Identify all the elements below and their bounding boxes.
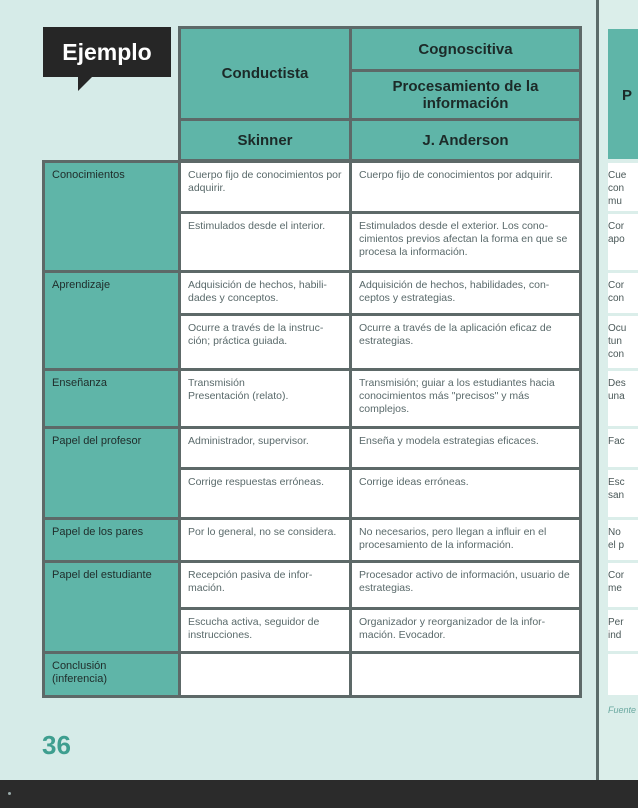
header-conductista: Conductista (181, 29, 349, 118)
ejemplo-badge: Ejemplo (43, 27, 171, 77)
right-page-fragment: Fac (608, 436, 625, 447)
header-cognoscitiva: Cognoscitiva (352, 29, 579, 69)
row-label-papel-pares: Papel de los pares (45, 520, 178, 560)
right-page-fragment: Per ind (608, 617, 624, 641)
row-label-ensenanza: Enseñanza (45, 371, 178, 426)
cell-anderson: Procesador activo de información, usuario de estrategias. (352, 563, 579, 607)
cell-anderson: No necesarios, pero llegan a influir en el procesamiento de la información. (352, 520, 579, 560)
cell-skinner: Estimulados desde el interior. (181, 214, 349, 270)
cell-skinner: Recepción pasiva de infor-mación. (181, 563, 349, 607)
right-page-fragment: Cue con mu (608, 170, 627, 207)
right-page-fragment: Des una (608, 378, 626, 402)
cell-skinner: Corrige respuestas erróneas. (181, 470, 349, 517)
right-page-fragment: Cor apo (608, 221, 625, 245)
cell-skinner: Cuerpo fijo de conocimientos por adquirir. (181, 163, 349, 211)
right-page-fragment: Ocu tun con (608, 323, 627, 360)
page-number: 36 (42, 730, 71, 760)
cell-anderson: Ocurre a través de la aplicación eficaz de estrategias. (352, 316, 579, 368)
right-page-footer: Fuente (608, 705, 637, 715)
row-label-papel-profesor: Papel del profesor (45, 429, 178, 517)
cell-skinner: Adquisición de hechos, habili-dades y conceptos. (181, 273, 349, 313)
row-label-conclusion: Conclusión (inferencia) (45, 654, 178, 695)
cell-anderson-empty (352, 654, 579, 695)
cell-anderson: Organizador y reorganizador de la infor-mación. Evocador. (352, 610, 579, 651)
header-procesamiento: Procesamiento de la información (352, 72, 579, 118)
right-page-cell (608, 654, 638, 695)
cell-anderson: Transmisión; guiar a los estudiantes hacia conocimientos más "precisos" y más complejos. (352, 371, 579, 426)
cell-anderson: Corrige ideas erróneas. (352, 470, 579, 517)
badge-tail-shape (78, 77, 92, 91)
row-label-conocimientos: Conocimientos (45, 163, 178, 270)
cell-skinner: Escucha activa, seguidor de instrucciones. (181, 610, 349, 651)
cell-anderson: Enseña y modela estrategias eficaces. (352, 429, 579, 467)
right-page-fragment: No el p (608, 527, 625, 551)
row-label-papel-estudiante: Papel del estudiante (45, 563, 178, 651)
cell-skinner-empty (181, 654, 349, 695)
scan-speck (8, 792, 11, 795)
cell-skinner: Transmisión Presentación (relato). (181, 371, 349, 426)
scanner-bottom-edge (0, 780, 638, 808)
cell-anderson: Cuerpo fijo de conocimientos por adquirir. (352, 163, 579, 211)
header-anderson: J. Anderson (352, 121, 579, 159)
row-label-aprendizaje: Aprendizaje (45, 273, 178, 368)
right-page-fragment: Esc san (608, 477, 625, 501)
cell-skinner: Administrador, supervisor. (181, 429, 349, 467)
right-page-fragment: Cor con (608, 280, 625, 304)
cell-anderson: Estimulados desde el exterior. Los cono-cimientos previos afectan la forma en que se procesa la información. (352, 214, 579, 270)
cell-anderson: Adquisición de hechos, habilidades, con-ceptos y estrategias. (352, 273, 579, 313)
right-page-header-text: P (621, 86, 632, 104)
cell-skinner: Por lo general, no se considera. (181, 520, 349, 560)
cell-skinner: Ocurre a través de la instruc-ción; práctica guiada. (181, 316, 349, 368)
right-page-fragment: Cor me (608, 570, 625, 594)
header-skinner: Skinner (181, 121, 349, 159)
